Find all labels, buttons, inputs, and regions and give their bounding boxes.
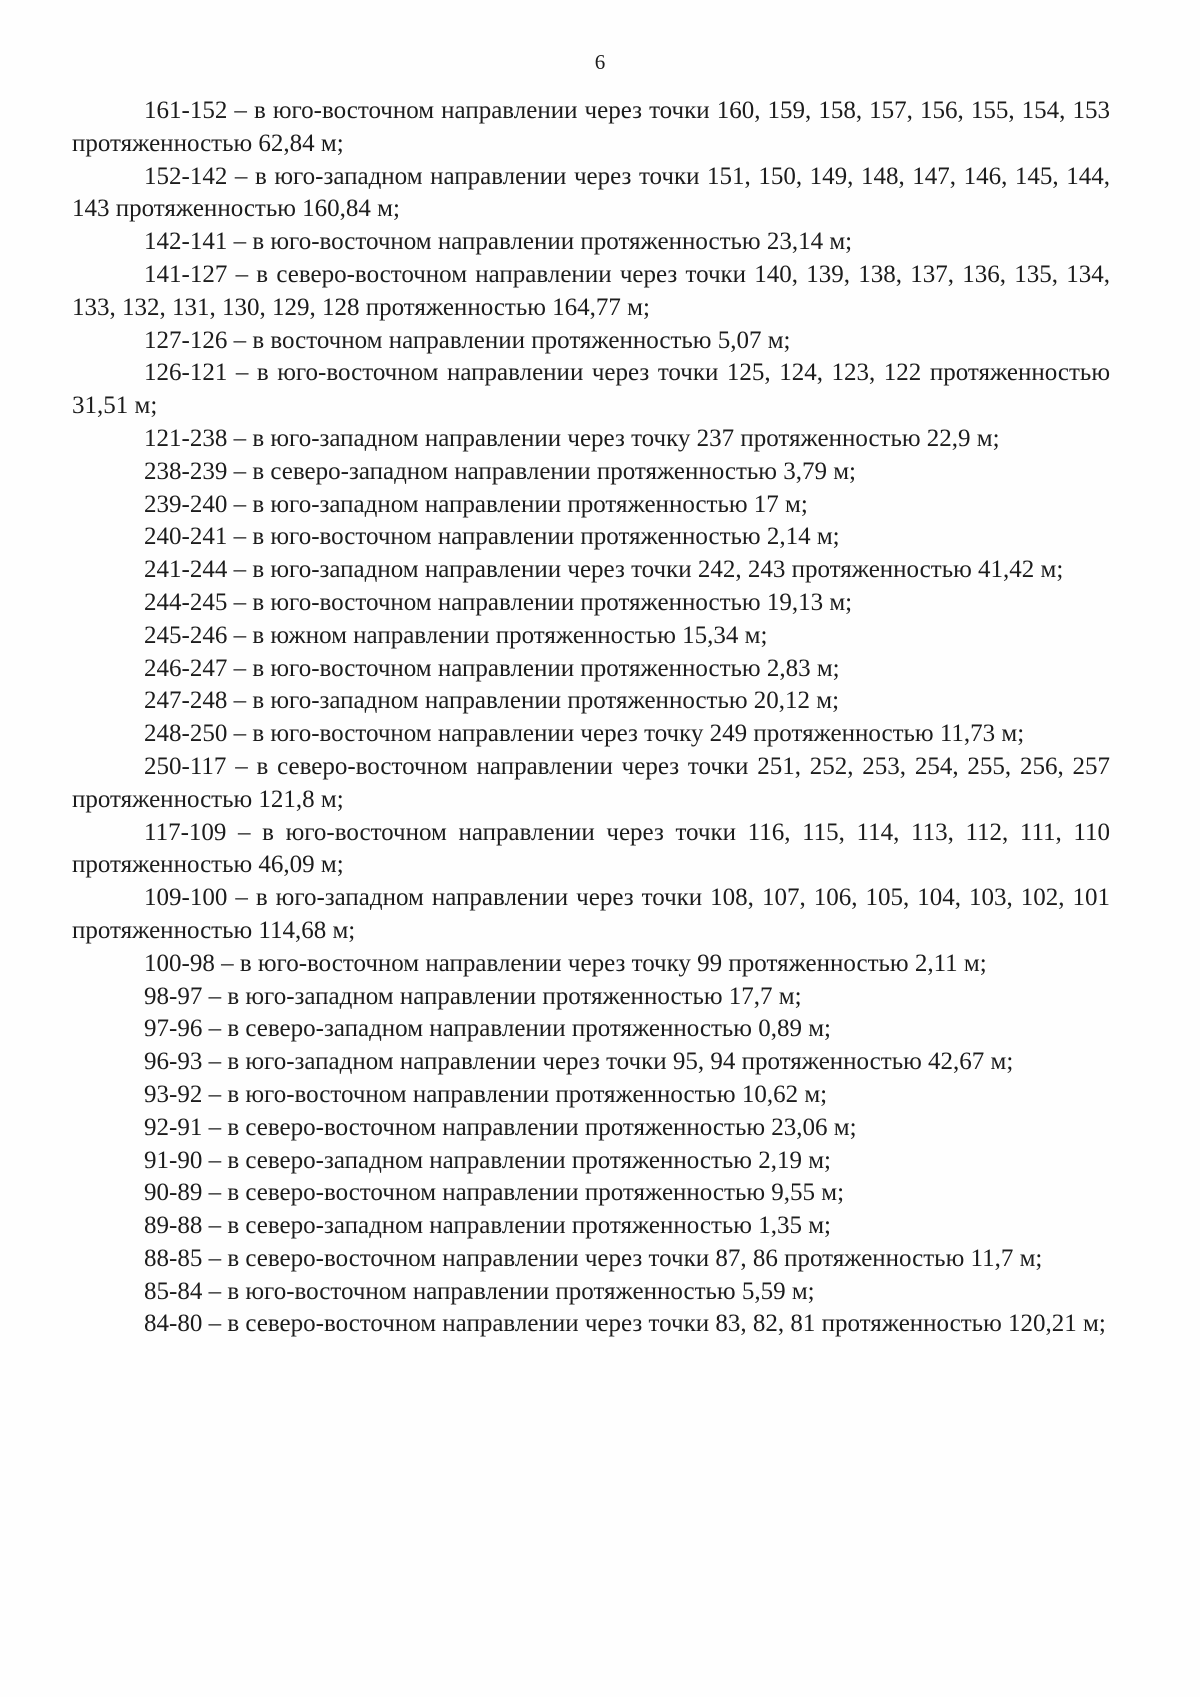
boundary-segment: 97-96 – в северо-западном направлении протяженностью 0,89 м; [144,1015,831,1043]
boundary-segment: 248-250 – в юго-восточном направлении через точку 249 протяженностью 11,73 м; [144,720,1025,748]
boundary-segment: 90-89 – в северо-восточном направлении протяженностью 9,55 м; [144,1179,845,1207]
boundary-segment: 88-85 – в северо-восточном направлении через точки 87, 86 протяженностью 11,7 м; [144,1244,1043,1272]
boundary-segment: 91-90 – в северо-западном направлении протяженностью 2,19 м; [144,1146,831,1174]
boundary-segment: 245-246 – в южном направлении протяженностью 15,34 м; [144,621,768,649]
boundary-segment: 117-109 – в юго-восточном направлении через точки 116, 115, 114, 113, 112, 111, 110 протяженностью 46,09 м; [72,818,1110,879]
boundary-segment: 121-238 – в юго-западном направлении через точку 237 протяженностью 22,9 м; [144,424,1000,452]
boundary-segment: 96-93 – в юго-западном направлении через точки 95, 94 протяженностью 42,67 м; [144,1048,1014,1076]
boundary-segment: 98-97 – в юго-западном направлении протяженностью 17,7 м; [144,982,802,1010]
boundary-segment: 126-121 – в юго-восточном направлении через точки 125, 124, 123, 122 протяженностью 31,51 м; [72,359,1110,420]
boundary-segment: 246-247 – в юго-восточном направлении протяженностью 2,83 м; [144,654,840,682]
boundary-segment: 89-88 – в северо-западном направлении протяженностью 1,35 м; [144,1212,831,1240]
boundary-segment: 240-241 – в юго-восточном направлении протяженностью 2,14 м; [144,523,840,551]
boundary-segment: 92-91 – в северо-восточном направлении протяженностью 23,06 м; [144,1113,857,1141]
boundary-segment: 141-127 – в северо-восточном направлении через точки 140, 139, 138, 137, 136, 135, 134, 133, 132, 131, 130, 129, 128 протяженностью 164,77 м; [72,260,1110,321]
boundary-segment: 152-142 – в юго-западном направлении через точки 151, 150, 149, 148, 147, 146, 145, 144, 143 протяженностью 160,84 м; [72,162,1110,223]
boundary-segment: 238-239 – в северо-западном направлении протяженностью 3,79 м; [144,457,856,485]
page-number: 6 [594,50,606,74]
boundary-segment: 127-126 – в восточном направлении протяженностью 5,07 м; [144,326,791,354]
boundary-segment: 250-117 – в северо-восточном направлении через точки 251, 252, 253, 254, 255, 256, 257 протяженностью 121,8 м; [72,752,1110,813]
boundary-segment: 85-84 – в юго-восточном направлении протяженностью 5,59 м; [144,1277,815,1305]
body-text [72,95,1110,1341]
boundary-segment: 142-141 – в юго-восточном направлении протяженностью 23,14 м; [144,228,853,256]
boundary-segment: 109-100 – в юго-западном направлении через точки 108, 107, 106, 105, 104, 103, 102, 101 протяженностью 114,68 м; [72,884,1110,944]
boundary-segment: 244-245 – в юго-восточном направлении протяженностью 19,13 м; [144,588,853,616]
boundary-segment: 93-92 – в юго-восточном направлении протяженностью 10,62 м; [144,1080,828,1108]
boundary-segment: 241-244 – в юго-западном направлении через точки 242, 243 протяженностью 41,42 м; [144,556,1064,584]
boundary-segment: 84-80 – в северо-восточном направлении через точки 83, 82, 81 протяженностью 120,21 м; [144,1310,1106,1338]
boundary-segment: 239-240 – в юго-западном направлении протяженностью 17 м; [144,490,808,518]
boundary-segment: 100-98 – в юго-восточном направлении через точку 99 протяженностью 2,11 м; [144,949,987,977]
boundary-segment: 161-152 – в юго-восточном направлении через точки 160, 159, 158, 157, 156, 155, 154, 153 протяженностью 62,84 м; [72,97,1110,157]
boundary-segment: 247-248 – в юго-западном направлении протяженностью 20,12 м; [144,687,840,715]
